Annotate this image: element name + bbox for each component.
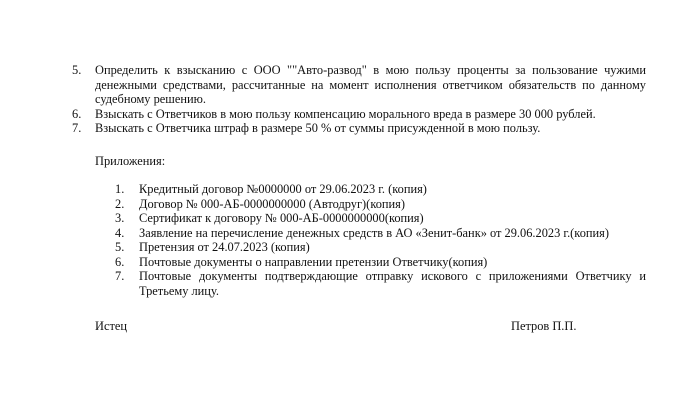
list-item [72,107,646,122]
list-item-text: Взыскать с Ответчика штраф в размере 50 % от суммы присужденной в мою пользу. [95,121,541,135]
signature-role: Истец [95,319,127,333]
list-item [72,63,646,107]
list-item [115,240,646,255]
list-item-number: 5. [72,63,82,77]
list-item-number: 7. [72,121,82,135]
list-item [72,121,646,136]
list-item-number: 4. [115,225,125,240]
list-item-text: Взыскать с Ответчиков в мою пользу компенсацию морального вреда в размере 30 000 рублей. [95,106,596,121]
list-item [115,255,646,270]
attachments-list [115,182,646,298]
list-item-text: Определить к взысканию с ООО ""Авто-развод" в мою пользу проценты за пользование чужими денежными средствами, рассчитанные на момент исполнения ответчиком обязательств по данному судебному решению. [95,63,646,106]
list-item-number: 5. [115,240,125,254]
list-item-text: Кредитный договор №0000000 от 29.06.2023 г. (копия) [139,182,427,196]
list-item-text: Почтовые документы о направлении претензии Ответчику(копия) [139,254,488,269]
list-item-number: 6. [115,254,125,269]
list-item-number: 3. [115,211,125,225]
list-item-number: 1. [115,182,125,196]
list-item [115,269,646,298]
attachments-heading: Приложения: [95,154,166,168]
list-item-number: 7. [115,269,125,283]
signature-name: Петров П.П. [511,319,577,333]
list-item [115,211,646,226]
list-item-text: Претензия от 24.07.2023 (копия) [139,240,310,254]
list-item-text: Заявление на перечисление денежных средств в АО «Зенит-банк» от 29.06.2023 г.(копия) [139,225,609,240]
list-item-text: Сертификат к договору № 000-АБ-0000000000(копия) [139,211,424,225]
list-item-number: 2. [115,196,125,211]
list-item-text: Договор № 000-АБ-0000000000 (Автодруг)(копия) [139,196,405,211]
list-item-text: Почтовые документы подтверждающие отправку искового с приложениями Ответчику и Третьему лицу. [139,269,646,298]
list-item-number: 6. [72,106,82,121]
list-item [115,182,646,197]
list-item [115,197,646,212]
list-item [115,226,646,241]
claims-list [72,63,646,136]
